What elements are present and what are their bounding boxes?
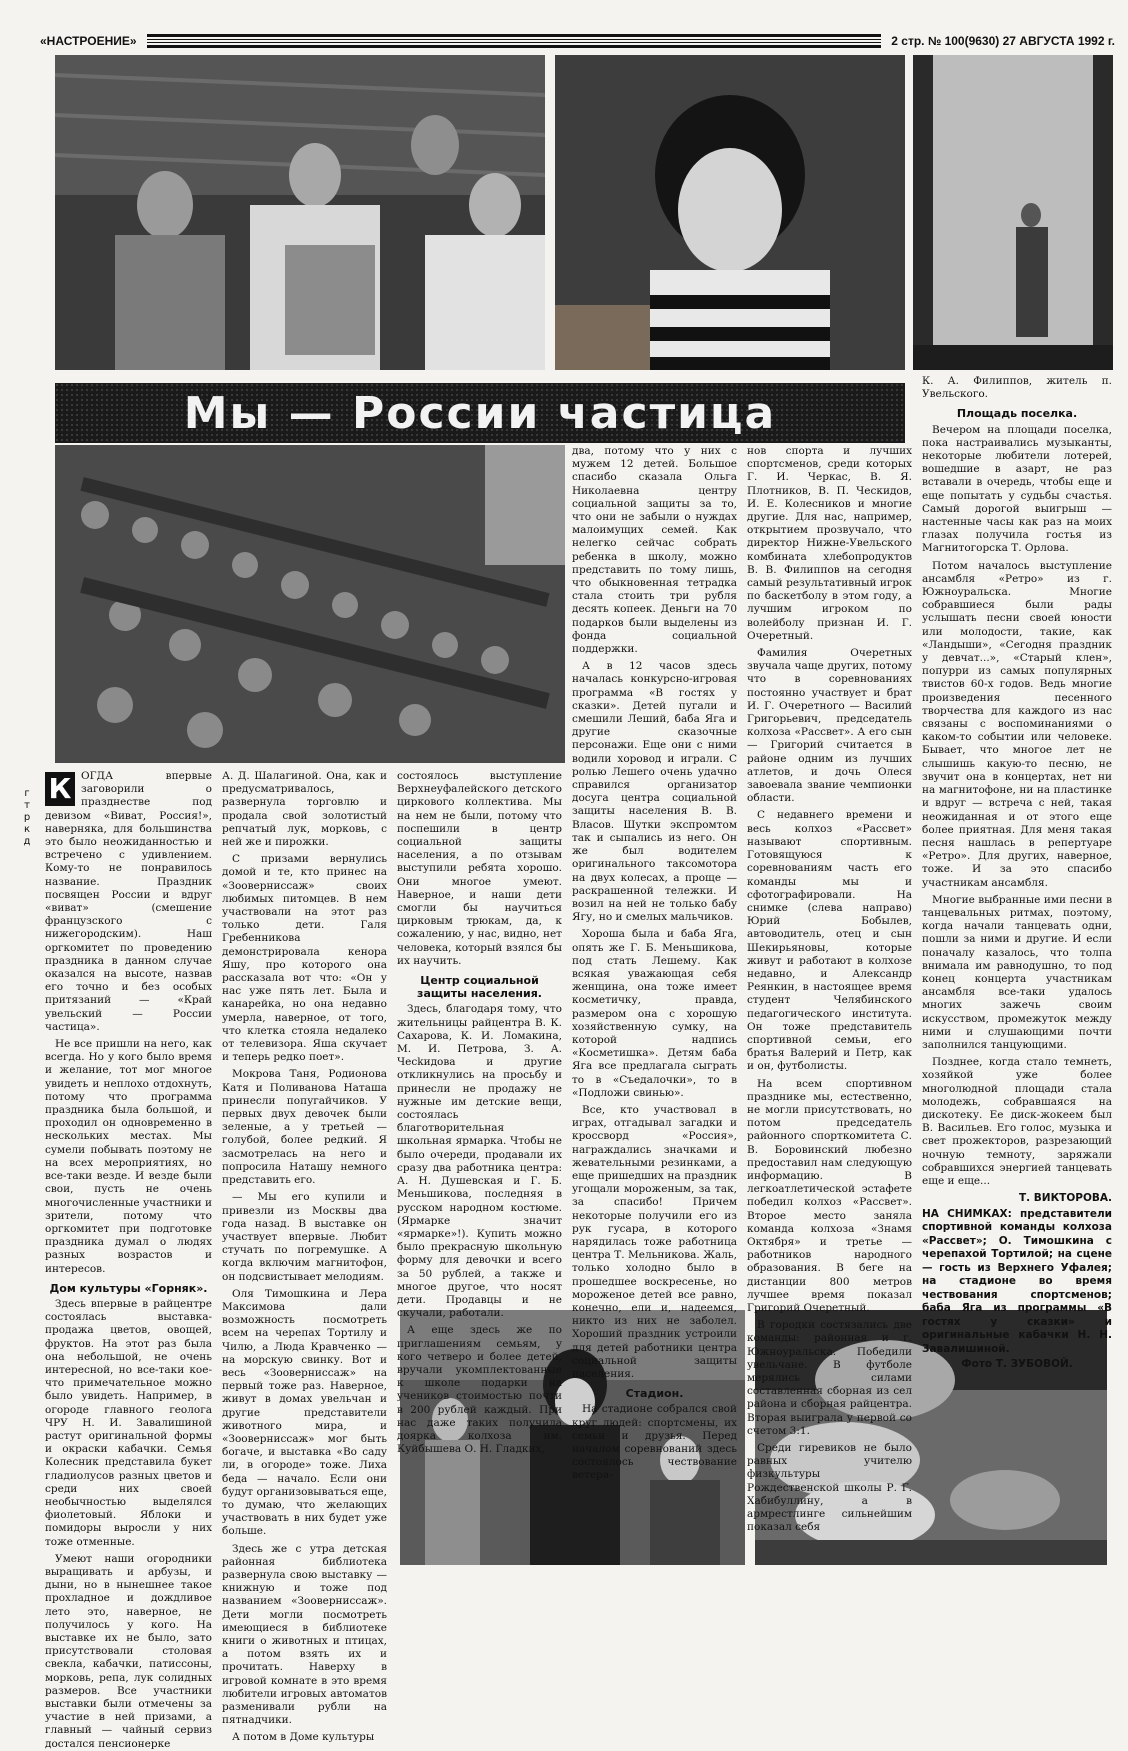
paragraph: С призами вернулись домой и те, кто принес на «Зооверниссаж» своих любимых питомцев. В нем участвовали на этот раз только дети. Галя Гребенникова демонстрировала кенора Яшу, про которого она рассказала вот что: «Он у нас уже пять лет. Была и канарейка, но она недавно умерла, наверное, от того, что клетка стояла недалеко от телевизора. Яша скучает и теперь редко поет». xyxy=(222,853,387,1064)
paragraph: С недавнего времени и весь колхоз «Рассвет» называют спортивным. Готовящуюся к соревнованиям часть его команды мы и сфотографировали. На снимке (слева направо) Юрий Бобылев, автоводитель, отец и сын Шекирьяновы, которые живут и работают в колхозе недавно, и Александр Реянкин, в настоящее время студент Челябинского педагогического института. Он тоже представитель спортивной семьи, его братья Валерий и Петр, как и он, футболисты. xyxy=(747,809,912,1073)
photo-performer-graphic xyxy=(913,55,1113,370)
paragraph: нов спорта и лучших спортсменов, среди которых Г. И. Черкас, В. Я. Плотников, В. П. Ческидов, И. Е. Колесников и многие другие. Для нас, например, открытием прозвучало, что директор Нижне-Увельского комбината хлебопродуктов В. В. Филиппов на сегодня самый результативный игрок по баскетболу в этом году, а лучшим игроком по волейболу признан И. Г. Очеретный. xyxy=(747,445,912,642)
paragraph: Все, кто участвовал в играх, отгадывал загадки и кроссворд «Россия», награждались значками и жевательными резинками, а еще пришедших на праздник угощали мороженым, за так, за спасибо! Причем некоторые получили его из рук гусара, в которого нарядилась тоже работница центра Т. Мельникова. Жаль, только холодно было в прошедшее воскресенье, но мороженое детей все равно, конечно, ели и, надеемся, никто из них не заболел. Хороший праздник устроили для детей работники центра социальной защиты населения. xyxy=(572,1103,737,1381)
paragraph: Умеют наши огородники выращивать и арбузы, и дыни, но в нынешнее такое прохладное и дождливое лето это, наверное, не получилось у кого. На выставке их не было, зато присутствовали столовая свекла, кабачки, патиссоны, морковь, репа, лук солидных размеров. Все участники выставки были отмечены за участие в ней призами, а главный — чайный сервиз достался пенсионерке xyxy=(45,1552,212,1750)
photo-caption: НА СНИМКАХ: представители спортивной команды колхоза «Рассвет»; О. Тимошкина с черепахой Тортилой; на сцене — гость из Верхнего Уфалея; на стадионе во время чествования спортсменов; баба Яга из программы «В гостях у сказки» и оригинальные кабачки Н. Н. Завалишиной. xyxy=(922,1207,1112,1355)
paragraph: — Мы его купили и привезли из Москвы два года назад. В выставке он участвует впервые. Любит стучать по погремушке. А когда включим магнитофон, он подсвистывает мелодиям. xyxy=(222,1191,387,1283)
subheading: Дом культуры «Горняк». xyxy=(49,1281,208,1295)
paragraph: К. А. Филиппов, житель п. Увельского. xyxy=(922,375,1112,401)
paragraph: В городки состязались две команды: районная и г. Южноуральска. Победили увельчане. В футболе мерялись силами составленная сборная из сел района и сборная райцентра. Вторая выиграла у первой со счетом 3:1. xyxy=(747,1319,912,1437)
subheading: Центр социальной защиты населения. xyxy=(417,974,542,1001)
paragraph: Не все пришли на него, как всегда. Но у кого было время и желание, тот мог многое увидеть и неплохо отдохнуть, потому что программа праздника была большой, и проходил он одновременно в нескольких местах. Мы сумели побывать поэтому не на всех мероприятиях, но все-таки везде. И везде были свои, пусть не очень многочисленные участники и зрители, потому что оргкомитет при подготовке праздника думал о людях разных возрастов и интересов. xyxy=(45,1038,212,1275)
article-column-2 xyxy=(222,770,387,1744)
article-column-3 xyxy=(397,770,562,1456)
header-rule xyxy=(147,34,882,48)
page-header xyxy=(40,30,1115,52)
headline-banner xyxy=(55,383,905,443)
subheading: Стадион. xyxy=(625,1387,684,1401)
margin-label: гтркд xyxy=(23,788,31,847)
paragraph: состоялось выступление Верхнеуфалейского детского циркового коллектива. Мы на нем не были, потому что поспешили в центр социальной защиты населения, а по отзывам выступили ребята хорошо. Они многое умеют. Наверное, и наши дети смогли бы научиться цирковым трюкам, да, к сожалению, у нас, видно, нет человека, который взялся бы их научить. xyxy=(397,770,562,967)
photo-men-with-bag xyxy=(55,55,545,370)
photo-crowd-graphic xyxy=(55,445,565,763)
paragraph: А в 12 часов здесь началась конкурсно-игровая программа «В гостях у сказки». Детей пугали и смешили Леший, баба Яга и другие сказочные персонажи. Еще они с ними водили хоровод и играли. С ролью Лешего очень удачно справился организатор досуга центра социальной защиты населения В. В. Власов. Шутки экспромтом так и сыпались из него. Он же был водителем оригинального таксомотора на двух колесах, а проще — раскрашенной тележки. И возил на ней не только бабу Ягу, но и смелых мальчиков. xyxy=(572,660,737,924)
paragraph: два, потому что у них с мужем 12 детей. Большое спасибо сказала Ольга Николаевна центру социальной защиты за то, что они не забыли о нуждах малоимущих семей. Как нелегко сейчас собрать ребенка в школу, можно представить по тому лишь, что обыкновенная тетрадка стала стоить три рубля десять копеек. Деньги на 70 подарков были выделены из фонда социальной поддержки. xyxy=(572,445,737,656)
photo-men-graphic xyxy=(55,55,545,370)
paragraph: Позднее, когда стало темнеть, хозяйкой уже более многолюдной площади стала молодежь, собравшаяся на дискотеку. Ее диск-жокеем был В. Васильев. Его голос, музыка и свет прожекторов, разрезающий ночную темноту, заряжали собравшихся энергией танцевать еще и еще... xyxy=(922,1056,1112,1187)
section-label: «НАСТРОЕНИЕ» xyxy=(40,34,137,48)
subheading: Площадь поселка. xyxy=(956,407,1078,421)
article-column-6 xyxy=(922,375,1112,1371)
dropcap-letter: К xyxy=(45,772,75,806)
paragraph: Многие выбранные ими песни в танцевальных ритмах, поэтому, когда начали танцевать одни, пошли за ними и другие. И если поначалу казалось, что толпа внимала им равнодушно, то под конец концерта участникам ансамбля все-таки удалось многих зажечь своим искусством, промежуток между ними и слушающими почти заполнился танцующими. xyxy=(922,893,1112,1051)
author-byline: Т. ВИКТОРОВА. xyxy=(1018,1192,1112,1205)
paragraph: Вечером на площади поселка, пока настраивались музыканты, некоторые любители лотерей, вошедшие в азарт, не раз вставали в очередь, чтобы еще и еще попытать у судьбы счастья. Самый дорогой выигрыш — настенные часы как раз на моих глазах получила гостья из Магнитогорска Т. Орлова. xyxy=(922,423,1112,555)
paragraph: Фамилия Очеретных звучала чаще других, потому что в соревнованиях постоянно участвует и брат И. Г. Очеретного — Василий Григорьевич, председатель колхоза «Рассвет». А его сын — Григорий считается в районе одним из лучших атлетов, и дочь Олеся завоевала звание чемпионки области. xyxy=(747,647,912,805)
paragraph: Потом началось выступление ансамбля «Ретро» из г. Южноуральска. Многие собравшиеся были рады услышать песни своей юности или молодости, такие, как «Ландыши», «Сегодня праздник у девчат...», «Старый клен», попурри из самых популярных твистов 60-х годов. Ведь многие произведения песенного творчества для каждого из нас связаны с воспоминаниями о каком-то событии или человеке. Бывает, что многое лет не слышишь какую-то песню, не звучит она в концертах, нет ни на магнитофоне, ни на пластинке и вдруг — встреча с ней, такая неожиданная и от этого еще более приятная. Для меня такая песня нашлась в репертуаре «Ретро». Для других, наверное, тоже. И за это спасибо участникам ансамбля. xyxy=(922,559,1112,889)
article-column-5 xyxy=(747,445,912,1534)
photo-girl-portrait xyxy=(555,55,905,370)
paragraph: А. Д. Шалагиной. Она, как и предусматривалось, развернула торговлю и продала свой золотистый репчатый лук, морковь, с ней же и пирожки. xyxy=(222,770,387,849)
paragraph: На стадионе собрался свой круг людей: спортсмены, их семьи и друзья. Перед началом соревнований здесь состоялось чествование ветера- xyxy=(572,1403,737,1482)
paragraph: Здесь, благодаря тому, что жительницы райцентра В. К. Сахарова, К. И. Ломакина, М. И. Петрова, З. А. Чесkидова и другие откликнулись на просьбу и принесли не продажу не нужные им детские вещи, состоялась благотворительная школьная ярмарка. Чтобы не было очереди, продавали их сразу два работника центра: А. Н. Душевская и Г. Б. Меньшикова, последняя в русском народном костюме. (Ярмарке значит «ярмарке»!). Купить можно было прекрасную школьную форму для девочки и всего за 50 рублей, а также и многое другое, что носят дети. Продавцы и не скучали, работали. xyxy=(397,1003,562,1320)
article-column-1 xyxy=(45,770,212,1750)
photo-stage-performer xyxy=(913,55,1113,370)
photo-audience-crowd xyxy=(55,445,565,763)
paragraph: Здесь впервые в райцентре состоялась выставка-продажа цветов, овощей, фруктов. На этот раз была она небольшой, не очень интересной, но все-таки кое-что примечательное можно было увидеть. Например, в огороде главного геолога ЧРУ Н. И. Завалишиной растут оригинальной формы и окраски кабачки. Семья Колесник представила букет гладиолусов разных цветов и среди них своей необычностью выделялся фиолетовый. Яблоки и помидоры выросли у них тоже отменные. xyxy=(45,1297,212,1548)
headline-title: Мы — России частица xyxy=(183,387,777,439)
photo-credit: Фото Т. ЗУБОВОЙ. xyxy=(961,1358,1073,1371)
photo-girl-graphic xyxy=(555,55,905,370)
paragraph: Мокрова Таня, Родионова Катя и Поливанова Наташа принесли попугайчиков. У первых двух девочек были зеленые, а у третьей — голубой, более редкий. Я засмотрелась на него и попросила Наташу немного представить его. xyxy=(222,1068,387,1187)
paragraph: Оля Тимошкина и Лера Максимова дали возможность посмотреть всем на черепах Тортилу и Чилю, а Люда Кравченко — на морскую свинку. Вот и весь «Зооверниссаж» на первый тоже раз. Наверное, живут в домах увельчан и другие представители животного мира, и «Зооверниссаж» мог быть богаче, и выставка «Во саду ли, в огороде» тоже. Лиха беда — начало. Если они будут организовываться еще, то думаю, что желающих участвовать в них будет уже больше. xyxy=(222,1287,387,1538)
paragraph: Здесь же с утра детская районная библиотека развернула свою выставку — книжную и тоже под названием «Зооверниссаж». Дети могли посмотреть имеющиеся в библиотеке книги о животных и птицах, а потом взять их и прочитать. Наверху в игровой комнате в это время любители игровых автоматов разменивали рубли на пятнадчики. xyxy=(222,1542,387,1727)
article-column-4 xyxy=(572,445,737,1482)
paragraph: Хороша была и баба Яга, опять же Г. Б. Меньшикова, под стать Лешему. Как всякая уважающая себя женщина, она тоже имеет косметичку, правда, размером она с хорошую хозяйственную сумку, на которой надпись «Косметишка». Детям баба Яга все предлагала сыграть то в «Съедалочки», то в «Подложи свинью». xyxy=(572,928,737,1099)
issue-info: 2 стр. № 100(9630) 27 АВГУСТА 1992 г. xyxy=(891,34,1115,48)
paragraph: ОГДА впервые заговорили о празднестве под девизом «Виват, Россия!», наверняка, для большинства это было неожиданностью и встречено с удивлением. Кому-то не понравилось название. Праздник посвящен России и вдруг «виват» (смешение французского с нижегородским). Наш оргкомитет по проведению праздника в данном случае оказался на высоте, назвав его точно и без особых притязаний — «Край увельский — России частица». xyxy=(45,770,212,1033)
paragraph: А потом в Доме культуры xyxy=(232,1731,375,1744)
paragraph: Среди гиревиков не было равных учителю физкультуры Рождественской школы Р. Г. Хабибуллину, а в армрестлинге сильнейшим показал себя xyxy=(747,1442,912,1534)
paragraph: На всем спортивном празднике мы, естественно, не могли присутствовать, но потом председатель районного спорткомитета С. В. Боровинский любезно предоставил нам следующую информацию. В легкоатлетической эстафете победил колхоз «Рассвет». Второе место заняла команда колхоза «Знамя Октября» и третье — работников народного образования. В беге на дистанции 800 метров лучшее время показал Григорий Очеретный. xyxy=(747,1077,912,1314)
paragraph: А еще здесь же по приглашениям семьям, у кого четверо и более детей, вручали укомплектованные к школе подарки на учеников стоимостью почти в 200 рублей каждый. При нас даже таких получила доярка колхоза им. Куйбышева О. Н. Гладких, xyxy=(397,1324,562,1456)
